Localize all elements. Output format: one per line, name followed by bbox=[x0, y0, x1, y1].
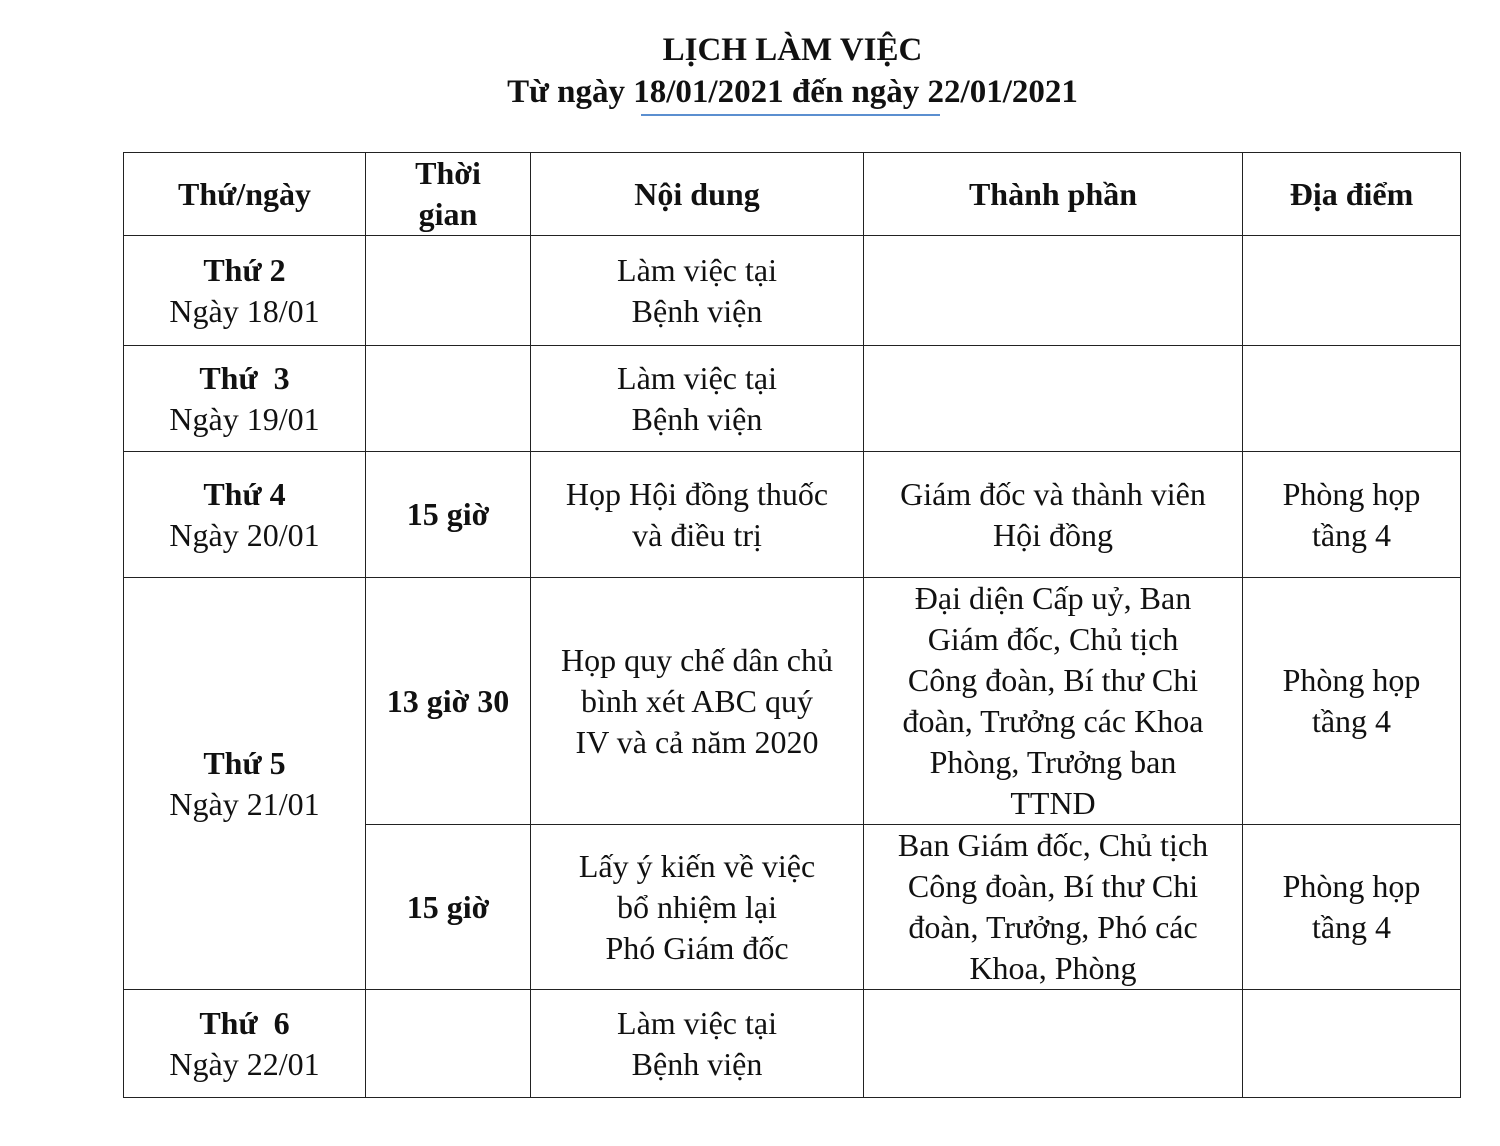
day-label: Thứ 2 bbox=[203, 251, 286, 288]
location-line: Phòng họp bbox=[1282, 868, 1421, 904]
participants-line: Giám đốc và thành viên bbox=[900, 475, 1206, 512]
participants-cell bbox=[864, 825, 1243, 990]
location-cell bbox=[1243, 452, 1461, 578]
participants-line: Khoa, Phòng bbox=[969, 950, 1137, 986]
location-cell bbox=[1243, 990, 1461, 1098]
day-label: Thứ 5 bbox=[203, 744, 286, 781]
header-time-line1: Thời bbox=[415, 155, 481, 191]
date-label: Ngày 20/01 bbox=[169, 516, 320, 553]
subtitle-underline bbox=[641, 114, 940, 116]
table-row bbox=[124, 990, 1461, 1098]
content-line: Lấy ý kiến về việc bbox=[578, 847, 816, 884]
location-cell bbox=[1243, 346, 1461, 452]
content-line: Làm việc tại bbox=[617, 1004, 777, 1041]
table-header-row bbox=[124, 153, 1461, 236]
header-day: Thứ/ngày bbox=[124, 153, 366, 236]
content-cell bbox=[531, 578, 864, 825]
date-range-subtitle: Từ ngày 18/01/2021 đến ngày 22/01/2021 bbox=[507, 74, 1078, 110]
content-cell bbox=[531, 346, 864, 452]
header-time-line2: gian bbox=[418, 196, 478, 232]
date-label: Ngày 21/01 bbox=[169, 785, 320, 822]
day-label: Thứ 3 bbox=[199, 359, 290, 396]
header-content: Nội dung bbox=[531, 153, 864, 236]
content-line: Làm việc tại bbox=[617, 251, 777, 288]
location-line: tầng 4 bbox=[1311, 516, 1392, 553]
day-cell bbox=[124, 990, 366, 1098]
date-label: Ngày 18/01 bbox=[169, 292, 320, 329]
time-cell bbox=[366, 236, 531, 346]
content-line: và điều trị bbox=[632, 516, 762, 553]
time-cell bbox=[366, 452, 531, 578]
participants-line: TTND bbox=[1010, 785, 1096, 821]
header-location: Địa điểm bbox=[1243, 153, 1461, 236]
location-cell bbox=[1243, 825, 1461, 990]
time-label: 15 giờ bbox=[406, 888, 490, 925]
participants-line: Công đoàn, Bí thư Chi bbox=[907, 662, 1199, 698]
participants-cell bbox=[864, 236, 1243, 346]
participants-cell bbox=[864, 346, 1243, 452]
location-line: Phòng họp bbox=[1282, 662, 1421, 698]
participants-line: Phòng, Trưởng ban bbox=[929, 744, 1177, 780]
content-cell bbox=[531, 236, 864, 346]
time-cell bbox=[366, 990, 531, 1098]
participants-line: Giám đốc, Chủ tịch bbox=[927, 621, 1179, 657]
location-line: Phòng họp bbox=[1282, 475, 1421, 512]
table-row bbox=[124, 578, 1461, 825]
day-label: Thứ 6 bbox=[199, 1004, 290, 1041]
schedule-table bbox=[123, 152, 1461, 1098]
participants-line: đoàn, Trưởng, Phó các bbox=[908, 909, 1198, 945]
page-title: LỊCH LÀM VIỆC bbox=[662, 32, 923, 68]
participants-cell bbox=[864, 990, 1243, 1098]
time-label: 15 giờ bbox=[406, 496, 490, 532]
date-label: Ngày 22/01 bbox=[169, 1045, 320, 1082]
time-cell bbox=[366, 578, 531, 825]
content-line: Họp Hội đồng thuốc bbox=[565, 475, 829, 512]
date-label: Ngày 19/01 bbox=[169, 400, 320, 437]
day-cell bbox=[124, 346, 366, 452]
content-line: Phó Giám đốc bbox=[605, 929, 789, 966]
participants-cell bbox=[864, 452, 1243, 578]
content-line: Bệnh viện bbox=[631, 292, 763, 329]
location-line: tầng 4 bbox=[1311, 909, 1392, 945]
participants-line: Công đoàn, Bí thư Chi bbox=[907, 868, 1199, 904]
content-line: Làm việc tại bbox=[617, 359, 777, 396]
content-cell bbox=[531, 990, 864, 1098]
content-line: IV và cả năm 2020 bbox=[575, 723, 819, 760]
table-row bbox=[124, 236, 1461, 346]
participants-line: Đại diện Cấp uỷ, Ban bbox=[914, 580, 1192, 616]
table-row bbox=[124, 452, 1461, 578]
header-participants: Thành phần bbox=[864, 153, 1243, 236]
content-cell bbox=[531, 452, 864, 578]
content-line: bổ nhiệm lại bbox=[617, 888, 777, 925]
location-line: tầng 4 bbox=[1311, 703, 1392, 739]
participants-line: Ban Giám đốc, Chủ tịch bbox=[897, 827, 1209, 863]
day-cell bbox=[124, 452, 366, 578]
participants-line: Hội đồng bbox=[993, 516, 1113, 553]
content-line: Bệnh viện bbox=[631, 1045, 763, 1082]
content-line: bình xét ABC quý bbox=[580, 682, 813, 719]
location-cell bbox=[1243, 236, 1461, 346]
content-line: Bệnh viện bbox=[631, 400, 763, 437]
content-line: Họp quy chế dân chủ bbox=[561, 641, 833, 678]
participants-cell bbox=[864, 578, 1243, 825]
participants-line: đoàn, Trưởng các Khoa bbox=[902, 703, 1204, 739]
day-cell bbox=[124, 236, 366, 346]
time-cell bbox=[366, 825, 531, 990]
day-cell bbox=[124, 578, 366, 990]
table-row bbox=[124, 346, 1461, 452]
time-cell bbox=[366, 346, 531, 452]
content-cell bbox=[531, 825, 864, 990]
location-cell bbox=[1243, 578, 1461, 825]
header-time bbox=[366, 153, 531, 236]
time-label: 13 giờ 30 bbox=[386, 682, 510, 719]
day-label: Thứ 4 bbox=[203, 475, 286, 512]
